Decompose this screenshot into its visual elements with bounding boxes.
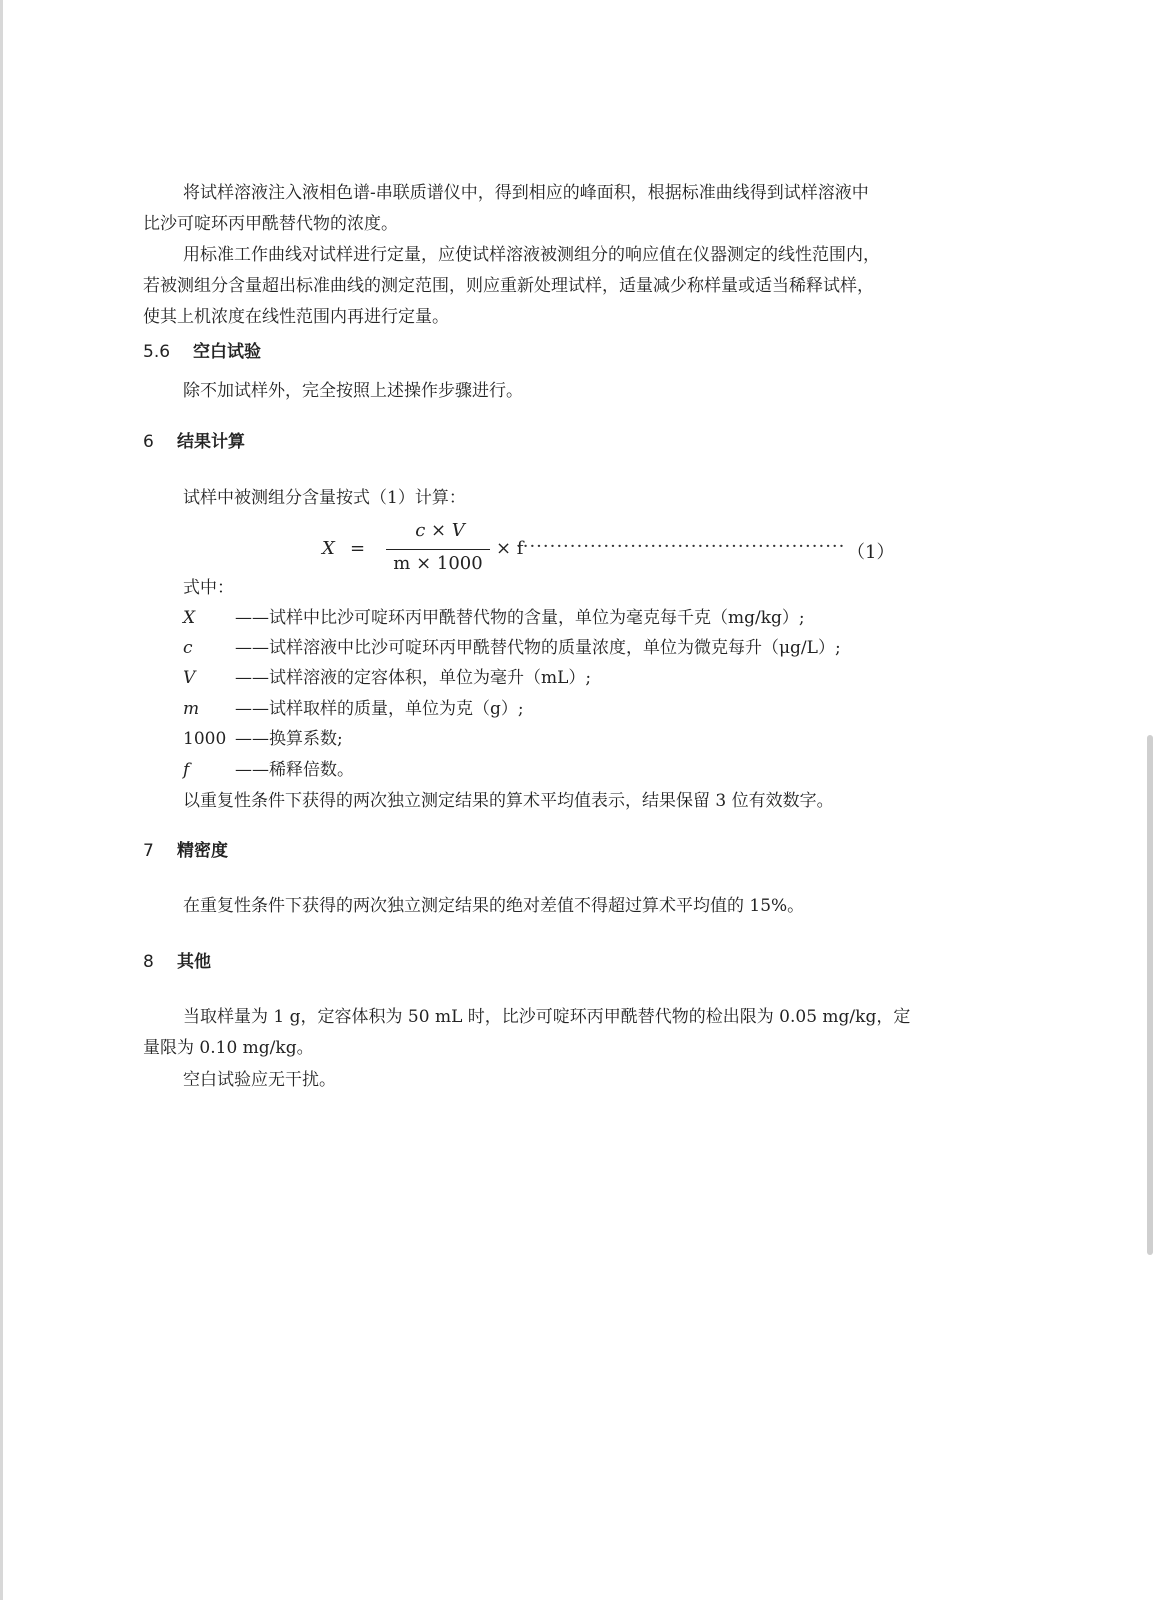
variable-row bbox=[183, 694, 524, 719]
section-title: 空白试验 bbox=[193, 342, 261, 362]
variable-row bbox=[183, 603, 805, 628]
paragraph-line: 除不加试样外，完全按照上述操作步骤进行。 bbox=[183, 381, 523, 401]
section-number: 8 bbox=[143, 952, 154, 972]
formula-numerator: c × V bbox=[415, 520, 465, 541]
paragraph-line: 当取样量为 1 g，定容体积为 50 mL 时，比沙可啶环丙甲酰替代物的检出限为 0.05 mg/kg，定 bbox=[183, 1007, 911, 1027]
section-title: 精密度 bbox=[177, 841, 228, 861]
variable-row bbox=[183, 724, 343, 749]
variable-row bbox=[183, 755, 354, 780]
variable-desc: ——换算系数; bbox=[235, 729, 343, 749]
paragraph-line: 空白试验应无干扰。 bbox=[183, 1070, 336, 1090]
variable-symbol: m bbox=[183, 699, 200, 719]
formula-times-f: × f bbox=[496, 538, 524, 559]
section-number: 6 bbox=[143, 432, 154, 452]
paragraph-line: 使其上机浓度在线性范围内再进行定量。 bbox=[143, 307, 449, 327]
formula-intro: 试样中被测组分含量按式（1）计算： bbox=[183, 488, 466, 508]
variable-symbol: f bbox=[183, 760, 190, 780]
variable-desc: ——试样溶液中比沙可啶环丙甲酰替代物的质量浓度，单位为微克每升（μg/L）; bbox=[235, 638, 841, 658]
formula-denominator: m × 1000 bbox=[393, 553, 483, 574]
paragraph-line: 比沙可啶环丙甲酰替代物的浓度。 bbox=[143, 214, 398, 234]
section-number: 5.6 bbox=[143, 342, 171, 362]
section-heading-6 bbox=[143, 427, 245, 452]
formula-1 bbox=[322, 520, 895, 580]
result-note: 以重复性条件下获得的两次独立测定结果的算术平均值表示，结果保留 3 位有效数字。 bbox=[183, 791, 834, 811]
paragraph-line: 量限为 0.10 mg/kg。 bbox=[143, 1038, 314, 1058]
variable-desc: ——试样取样的质量，单位为克（g）; bbox=[235, 699, 524, 719]
variable-row bbox=[183, 633, 841, 658]
page-left-edge bbox=[0, 0, 3, 1600]
formula-leader-dots: ················································· bbox=[516, 536, 846, 557]
vertical-scrollbar[interactable] bbox=[1147, 735, 1153, 1255]
where-label: 式中： bbox=[183, 578, 234, 598]
paragraph-line: 若被测组分含量超出标准曲线的测定范围，则应重新处理试样，适量减少称样量或适当稀释试样， bbox=[143, 276, 874, 296]
variable-symbol: c bbox=[183, 638, 193, 658]
variable-row bbox=[183, 663, 591, 688]
section-heading-8 bbox=[143, 947, 211, 972]
formula-number: （1） bbox=[847, 542, 895, 563]
variable-symbol: X bbox=[183, 608, 196, 628]
section-heading-7 bbox=[143, 836, 228, 861]
variable-desc: ——稀释倍数。 bbox=[235, 760, 354, 780]
section-title: 结果计算 bbox=[177, 432, 245, 452]
formula-equals: = bbox=[350, 538, 366, 559]
section-number: 7 bbox=[143, 841, 154, 861]
paragraph-line: 在重复性条件下获得的两次独立测定结果的绝对差值不得超过算术平均值的 15%。 bbox=[183, 896, 805, 916]
paragraph-line: 将试样溶液注入液相色谱-串联质谱仪中，得到相应的峰面积，根据标准曲线得到试样溶液中 bbox=[183, 183, 869, 203]
variable-desc: ——试样溶液的定容体积，单位为毫升（mL）; bbox=[235, 668, 592, 688]
paragraph-line: 用标准工作曲线对试样进行定量，应使试样溶液被测组分的响应值在仪器测定的线性范围内， bbox=[183, 245, 880, 265]
section-heading-5-6 bbox=[143, 337, 261, 362]
section-title: 其他 bbox=[177, 952, 211, 972]
variable-desc: ——试样中比沙可啶环丙甲酰替代物的含量，单位为毫克每千克（mg/kg）; bbox=[235, 608, 805, 628]
fraction-bar bbox=[386, 549, 490, 550]
formula-lhs: X bbox=[322, 538, 335, 559]
variable-symbol: V bbox=[183, 668, 196, 688]
variable-symbol: 1000 bbox=[183, 729, 227, 749]
